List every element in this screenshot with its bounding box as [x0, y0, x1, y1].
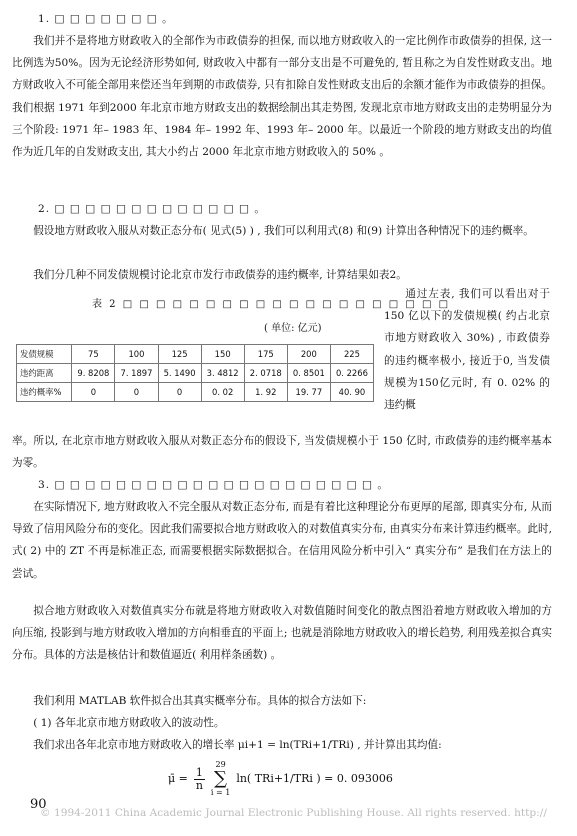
section-2-paragraph-1: 假设地方财政收入服从对数正态分布( 见式(5) ) , 我们可以利用式(8) 和(9) 计算出各种情况下的违约概率。 [33, 225, 534, 237]
table-cell: 40. 90 [330, 383, 373, 402]
table-cell: 发债规模 [17, 345, 72, 364]
section-1-paragraph: 我们并不是将地方财政收入的全部作为市政债券的担保, 而以地方财政收入的一定比例作市政债券的担保, 这一比例选为50%。因为无论经济形势如何, 财政收入中都有一部分支出是不可避免的, 暂且称之为自发性财政支出。地方财政收入不可能全部用来偿还当年到期的市政债券, 只有扣除自发性财政支出后的余额才能作为市政债券的担保。我们根据 1971 年到2000 年北京市地方财政支出的数据绘制出其走势图, 发现北京市地方财政支出的走势明显分为三个阶段: 1971 年– 1983 年、1984 年– 1992 年、1993 年– 2000 年。以最近一个阶段的地方财政支出的均值作为近几年的自发财政支出, 其大小约占 2000 年北京市地方财政收入的 50% 。 [12, 35, 552, 159]
table-cell: 1. 92 [244, 383, 287, 402]
table-cell: 违约距离 [17, 364, 72, 383]
section-3-paragraph-4: 我们求出各年北京市地方财政收入的增长率 μi+1 = ln(TRi+1/TRi) , 并计算出其均值: [33, 739, 442, 751]
table-cell: 违约概率% [17, 383, 72, 402]
table-row-default-probability [17, 383, 374, 402]
copyright-footer: © 1994-2011 China Academic Journal Electronic Publishing House. All rights reserved. http:// [40, 807, 547, 819]
section-3-paragraph-3: 我们利用 MATLAB 软件拟合出其真实概率分布。具体的拟合方法如下: [33, 695, 367, 707]
table-row-issue-size [17, 345, 374, 364]
page-number: 90 [30, 797, 47, 812]
table-2-caption: 表 2 □ □ □ □ □ □ □ □ □ □ □ □ □ □ □ □ □ □ □ □ [92, 299, 451, 310]
table-cell: 100 [115, 345, 158, 364]
table-2-unit: ( 单位: 亿元) [264, 323, 322, 334]
table-2 [16, 344, 374, 402]
formula-sum-lower: i = 1 [210, 788, 231, 797]
section-3-item-1: ( 1) 各年北京市地方财政收入的波动性。 [33, 717, 225, 729]
table-cell: 175 [244, 345, 287, 364]
formula-fraction [194, 767, 205, 792]
table-cell: 0 [115, 383, 158, 402]
table-row-default-distance [17, 364, 374, 383]
section-2-side-text: 通过左表, 我们可以看出对于150 亿以下的发债规模( 约占北京市地方财政收入 30%) , 市政债券的违约概率极小, 接近于0, 当发债规模为150亿元时, 有 0. 02% 的违约概 [384, 288, 550, 412]
table-cell: 0. 8501 [287, 364, 330, 383]
mean-formula [168, 760, 393, 798]
table-cell: 225 [330, 345, 373, 364]
section-2-heading: 2. □ □ □ □ □ □ □ □ □ □ □ □ □ 。 [38, 203, 266, 215]
table-cell: 3. 4812 [201, 364, 244, 383]
table-cell: 150 [201, 345, 244, 364]
table-cell: 75 [72, 345, 115, 364]
section-3-paragraph-1: 在实际情况下, 地方财政收入不完全服从对数正态分布, 而是有着比这种理论分布更厚的尾部, 即真实分布, 从而导致了信用风险分布的变化。因此我们需要拟合地方财政收入的对数值真实分布, 由真实分布来计算违约概率。此时, 式( 2) 中的 ZT 不再是标准正态, 而需要根据实际数据拟合。在信用风险分析中引入“ 真实分布” 是我们在方法上的尝试。 [12, 501, 552, 580]
table-cell: 2. 0718 [244, 364, 287, 383]
table-cell: 7. 1897 [115, 364, 158, 383]
table-cell: 0. 2266 [330, 364, 373, 383]
section-3-paragraph-2: 拟合地方财政收入对数值真实分布就是将地方财政收入对数值随时间变化的散点图沿着地方财政收入增加的方向压缩, 投影到与地方财政收入增加的方向相垂直的平面上; 也就是消除地方财政收入的增长趋势, 利用残差拟合真实分布。具体的方法是核估计和数值逼近( 利用样条函数) 。 [12, 605, 552, 662]
table-cell: 19. 77 [287, 383, 330, 402]
table-cell: 125 [158, 345, 201, 364]
table-cell: 9. 8208 [72, 364, 115, 383]
section-1-heading: 1. □ □ □ □ □ □ □ 。 [38, 13, 174, 25]
table-cell: 200 [287, 345, 330, 364]
summation-icon: 29 ∑ i = 1 [210, 760, 231, 797]
section-3-heading: 3. □ □ □ □ □ □ □ □ □ □ □ □ □ □ □ □ □ □ □ □ □ 。 [38, 479, 389, 491]
formula-denominator: n [195, 778, 203, 792]
table-cell: 5. 1490 [158, 364, 201, 383]
table-cell: 0. 02 [201, 383, 244, 402]
section-2-paragraph-2: 我们分几种不同发债规模讨论北京市发行市政债券的违约概率, 计算结果如表2。 [33, 269, 407, 281]
formula-numerator: 1 [195, 765, 203, 779]
formula-body: ln( TRi+1/TRi ) = 0. 093006 [236, 771, 393, 785]
formula-sum-upper: 29 [215, 760, 226, 769]
table-cell: 0 [72, 383, 115, 402]
formula-lhs: μ̄ = [168, 771, 188, 785]
section-2-continuation: 率。所以, 在北京市地方财政收入服从对数正态分布的假设下, 当发债规模小于 150 亿时, 市政债券的违约概率基本为零。 [12, 435, 552, 470]
table-cell: 0 [158, 383, 201, 402]
